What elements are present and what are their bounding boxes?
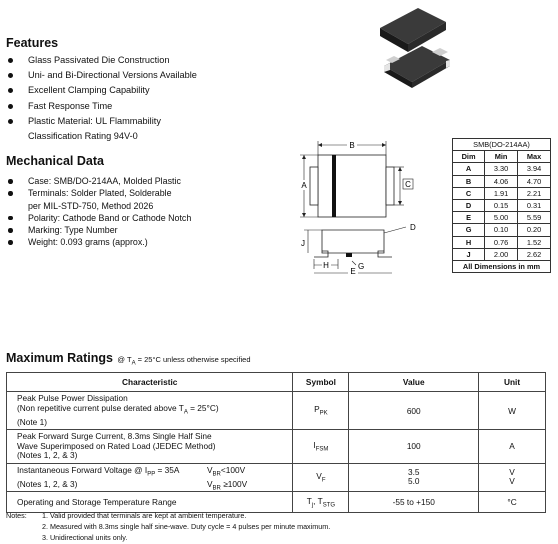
dim-header: Dim: [453, 151, 485, 163]
table-row: J 2.00 2.62: [453, 248, 551, 260]
bullet-icon: [8, 119, 13, 124]
feature-item: Uni- and Bi-Directional Versions Available: [6, 68, 306, 83]
note-item: 1. Valid provided that terminals are kept at ambient temperature.: [42, 511, 247, 520]
bullet-icon: [8, 73, 13, 78]
table-row: Instantaneous Forward Voltage @ $I_{PP} = 35A$ (Notes 1, 2, & 3) $V_{BR}<100V$ $V_{BR} \ge 100V$ $V_F$ 3.5 5.0 V V: [7, 463, 546, 492]
label-a: A: [301, 181, 307, 190]
table-row: G 0.10 0.20: [453, 224, 551, 236]
label-b: B: [349, 141, 355, 150]
notes-list: [42, 510, 542, 543]
table-row: D 0.15 0.31: [453, 199, 551, 211]
table-row: A 3.30 3.94: [453, 163, 551, 175]
mechanical-item: Case: SMB/DO-214AA, Molded Plastic: [6, 175, 296, 187]
max-ratings-condition: @ $T_A = 25^\circ C$ unless otherwise specified: [117, 355, 251, 367]
min-header: Min: [485, 151, 518, 163]
note-item: 3. Unidirectional units only.: [42, 533, 128, 542]
side-view-body: [322, 230, 384, 253]
feature-item: Fast Response Time: [6, 99, 306, 114]
cathode-band: [332, 155, 336, 217]
mechanical-item: Marking: Type Number: [6, 224, 296, 236]
table-row: H 0.76 1.52: [453, 236, 551, 248]
package-outline-diagram: [288, 135, 448, 275]
label-c: C: [405, 180, 411, 189]
terminal-left: [310, 167, 318, 205]
bullet-icon: [8, 104, 13, 109]
mechanical-heading: Mechanical Data: [6, 154, 104, 168]
label-h: H: [323, 261, 329, 270]
top-view-body: [318, 155, 386, 217]
max-header: Max: [518, 151, 551, 163]
symbol-header: Symbol: [293, 373, 349, 392]
bullet-icon: [8, 179, 13, 184]
feature-item: Excellent Clamping Capability: [6, 83, 306, 98]
max-ratings-table: [6, 372, 546, 513]
max-ratings-title: Maximum Ratings: [6, 351, 113, 365]
label-d: D: [410, 223, 416, 232]
note-item: 2. Measured with 8.3ms single half sine-wave. Duty cycle = 4 pulses per minute maximum.: [42, 522, 331, 531]
table-row: Peak Forward Surge Current, 8.3ms Single Half Sine Wave Superimposed on Rated Load (JEDEC Method) (Notes 1, 2, & 3) $I_{FSM}$ 100 A: [7, 430, 546, 464]
value-header: Value: [349, 373, 479, 392]
bullet-icon: [8, 88, 13, 93]
terminal-right: [386, 167, 394, 205]
label-j: J: [301, 239, 305, 248]
bullet-icon: [8, 240, 13, 245]
package-photo: [370, 0, 460, 90]
dimension-table: [452, 138, 551, 273]
bullet-icon: [8, 216, 13, 221]
max-ratings-heading-row: [6, 349, 251, 367]
label-g: G: [358, 262, 365, 271]
feature-item-continuation: Classification Rating 94V-0: [28, 131, 138, 142]
feature-item: Glass Passivated Die Construction: [6, 53, 306, 68]
table-row: Peak Pulse Power Dissipation (Non repetitive current pulse derated above $T_A = 25^\circ C$) (Note 1) $P_{PK}$ 600 W: [7, 392, 546, 430]
bullet-icon: [8, 228, 13, 233]
bullet-icon: [8, 191, 13, 196]
notes-label: Notes:: [6, 511, 27, 520]
mechanical-item: Polarity: Cathode Band or Cathode Notch: [6, 212, 296, 224]
characteristic-header: Characteristic: [7, 373, 293, 392]
feature-item: Plastic Material: UL Flammability: [6, 114, 306, 129]
dimension-table-title: SMB(DO-214AA): [453, 139, 551, 151]
mechanical-item: Weight: 0.093 grams (approx.): [6, 236, 296, 248]
features-heading: Features: [6, 36, 59, 50]
table-row: B 4.06 4.70: [453, 175, 551, 187]
unit-header: Unit: [479, 373, 546, 392]
table-row: Operating and Storage Temperature Range $T_j$, $T_{STG}$ -55 to +150 °C: [7, 492, 546, 513]
label-e: E: [350, 267, 356, 275]
mechanical-list: [6, 175, 296, 249]
mechanical-item: Terminals: Solder Plated, Solderable per MIL-STD-750, Method 2026: [6, 187, 296, 212]
table-row: E 5.00 5.59: [453, 212, 551, 224]
table-row: C 1.91 2.21: [453, 187, 551, 199]
features-list: [6, 53, 306, 144]
bullet-icon: [8, 58, 13, 63]
dimension-table-footer: All Dimensions in mm: [453, 260, 551, 272]
